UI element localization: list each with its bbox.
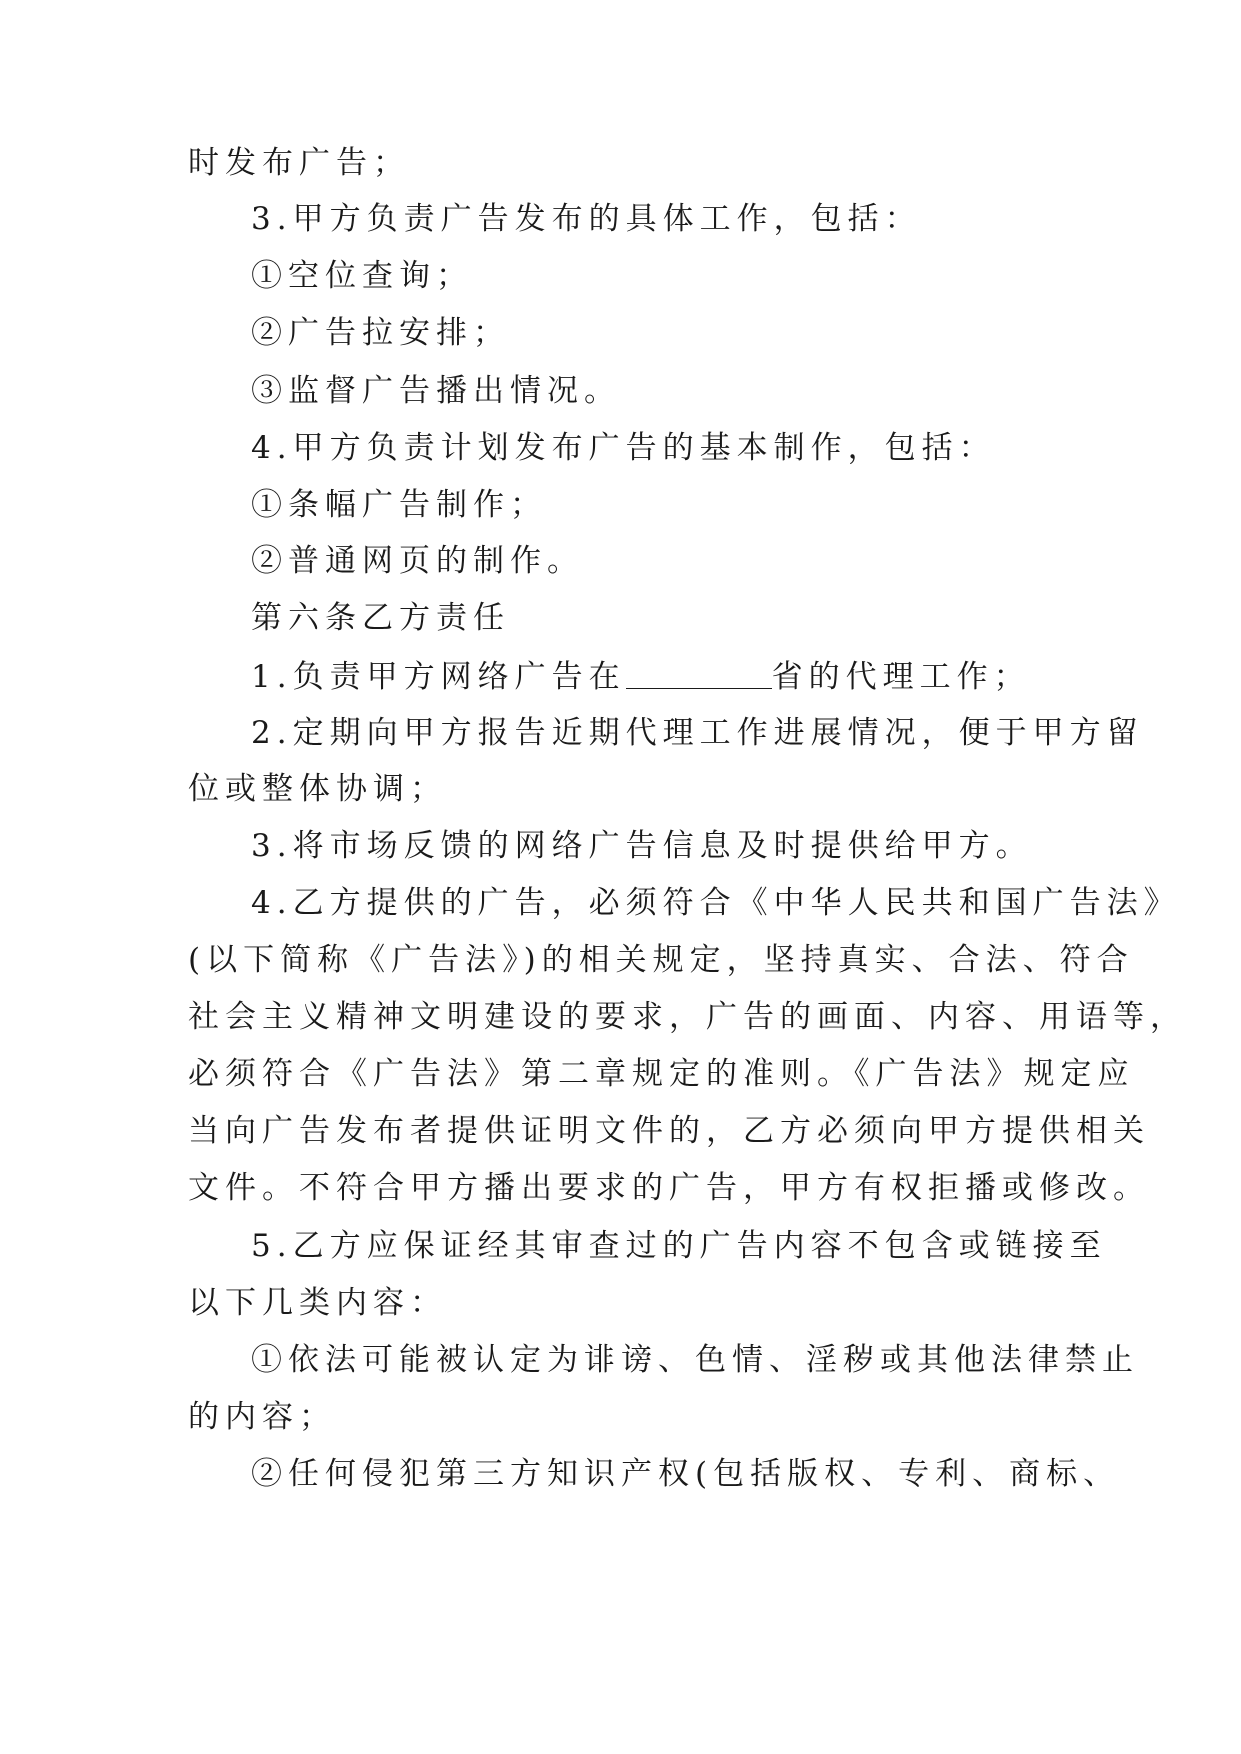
- text-line: ②广告拉安排；: [251, 315, 510, 351]
- text-line: ①依法可能被认定为诽谤、色情、淫秽或其他法律禁止: [251, 1342, 1139, 1378]
- text-line: 3.将市场反馈的网络广告信息及时提供给甲方。: [251, 828, 1033, 864]
- text-line: 5.乙方应保证经其审查过的广告内容不包含或链接至: [251, 1228, 1107, 1264]
- text-segment: 省的代理工作；: [771, 659, 1031, 695]
- text-line: ③监督广告播出情况。: [251, 373, 621, 409]
- text-line: 以下几类内容：: [188, 1285, 447, 1321]
- text-line: ①空位查询；: [251, 258, 473, 294]
- text-line: 必须符合《广告法》第二章规定的准则。《广告法》规定应: [188, 1056, 1135, 1092]
- text-line: 社会主义精神文明建设的要求，广告的画面、内容、用语等，: [188, 999, 1187, 1035]
- fill-in-blank: [626, 656, 772, 689]
- section-heading: 第六条乙方责任: [251, 600, 510, 636]
- text-line-with-blank: [251, 656, 1031, 697]
- text-line: 的内容；: [188, 1399, 336, 1435]
- text-line: 4.甲方负责计划发布广告的基本制作，包括：: [251, 430, 996, 466]
- text-line: 当向广告发布者提供证明文件的，乙方必须向甲方提供相关: [188, 1113, 1150, 1149]
- text-line: (以下简称《广告法》)的相关规定，坚持真实、合法、符合: [188, 942, 1134, 978]
- text-line: ②普通网页的制作。: [251, 543, 584, 579]
- text-segment: 1.负责甲方网络广告在: [251, 659, 626, 695]
- text-line: 位或整体协调；: [188, 771, 447, 807]
- text-line: ①条幅广告制作；: [251, 487, 547, 523]
- text-line: 4.乙方提供的广告，必须符合《中华人民共和国广告法》: [251, 885, 1181, 921]
- text-line: 时发布广告；: [188, 145, 410, 181]
- text-line: ②任何侵犯第三方知识产权(包括版权、专利、商标、: [251, 1456, 1121, 1492]
- text-line: 文件。不符合甲方播出要求的广告，甲方有权拒播或修改。: [188, 1170, 1150, 1206]
- text-line: 2.定期向甲方报告近期代理工作进展情况，便于甲方留: [251, 715, 1144, 751]
- text-line: 3.甲方负责广告发布的具体工作，包括：: [251, 201, 922, 237]
